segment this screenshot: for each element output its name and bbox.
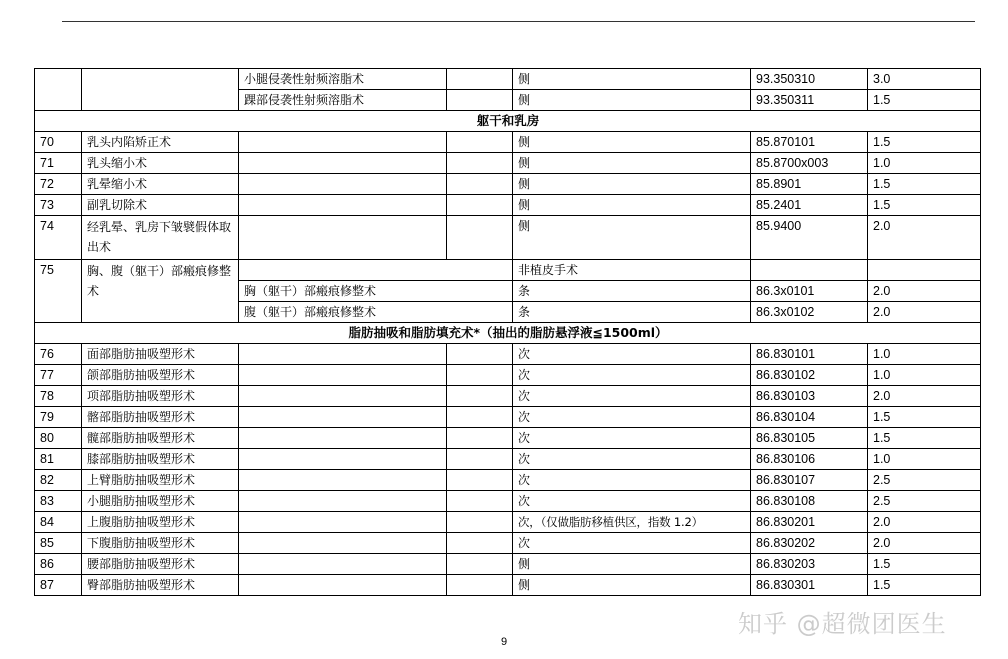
item-name-cell: 面部脂肪抽吸塑形术 [82, 344, 239, 365]
item-number-cell: 83 [35, 491, 82, 512]
code-cell [751, 260, 868, 281]
code-cell: 85.9400 [751, 216, 868, 260]
code-cell: 86.3x0101 [751, 281, 868, 302]
item-name-cell: 膝部脂肪抽吸塑形术 [82, 449, 239, 470]
item-number-cell: 84 [35, 512, 82, 533]
unit-cell: 条 [513, 302, 751, 323]
unit-cell: 次 [513, 491, 751, 512]
code-cell: 86.830103 [751, 386, 868, 407]
item-name-cell: 小腿脂肪抽吸塑形术 [82, 491, 239, 512]
item-number-cell: 76 [35, 344, 82, 365]
item-number-cell: 81 [35, 449, 82, 470]
unit-cell: 非植皮手术 [513, 260, 751, 281]
item-name-cell: 副乳切除术 [82, 195, 239, 216]
blank-cell [447, 90, 513, 111]
sub-item-cell [239, 365, 447, 386]
sub-item-cell [239, 132, 447, 153]
unit-cell: 次 [513, 365, 751, 386]
unit-cell: 侧 [513, 575, 751, 596]
table-row [35, 449, 981, 470]
table-row [35, 428, 981, 449]
code-cell: 86.830107 [751, 470, 868, 491]
table-row [35, 344, 981, 365]
unit-cell: 侧 [513, 195, 751, 216]
item-name-cell: 髋部脂肪抽吸塑形术 [82, 428, 239, 449]
index-cell: 2.5 [868, 470, 981, 491]
unit-cell: 次 [513, 428, 751, 449]
table-row [35, 132, 981, 153]
sub-item-cell [239, 260, 513, 281]
index-cell: 1.5 [868, 428, 981, 449]
item-number-cell: 87 [35, 575, 82, 596]
sub-item-cell: 腹（躯干）部瘢痕修整术 [239, 302, 513, 323]
blank-cell [447, 407, 513, 428]
blank-cell [447, 174, 513, 195]
sub-item-cell [239, 407, 447, 428]
sub-item-cell [239, 575, 447, 596]
index-cell: 1.0 [868, 449, 981, 470]
index-cell: 1.5 [868, 90, 981, 111]
blank-cell [447, 491, 513, 512]
code-cell: 85.8901 [751, 174, 868, 195]
table-row [35, 491, 981, 512]
section-header-row [35, 323, 981, 344]
unit-cell: 侧 [513, 174, 751, 195]
code-cell: 86.830202 [751, 533, 868, 554]
item-number-cell: 74 [35, 216, 82, 260]
blank-cell [447, 365, 513, 386]
table-row [35, 174, 981, 195]
sub-item-cell [239, 554, 447, 575]
table-row [35, 153, 981, 174]
table-row [35, 216, 981, 260]
code-cell: 86.3x0102 [751, 302, 868, 323]
index-cell [868, 260, 981, 281]
table-row [35, 260, 981, 281]
unit-cell: 侧 [513, 69, 751, 90]
unit-cell: 次，（仅做脂肪移植供区，指数 1.2） [513, 512, 751, 533]
item-name-cell: 臀部脂肪抽吸塑形术 [82, 575, 239, 596]
index-cell: 2.0 [868, 302, 981, 323]
index-cell: 2.5 [868, 491, 981, 512]
blank-cell [447, 69, 513, 90]
item-number-cell: 85 [35, 533, 82, 554]
sub-item-cell [239, 153, 447, 174]
index-cell: 3.0 [868, 69, 981, 90]
index-cell: 1.0 [868, 365, 981, 386]
code-cell: 93.350310 [751, 69, 868, 90]
item-number-cell: 82 [35, 470, 82, 491]
section-title: 脂肪抽吸和脂肪填充术*（抽出的脂肪悬浮液≦1500ml） [35, 323, 981, 344]
code-cell: 86.830201 [751, 512, 868, 533]
item-name-cell: 腰部脂肪抽吸塑形术 [82, 554, 239, 575]
table-row [35, 69, 981, 90]
sub-item-cell [239, 491, 447, 512]
blank-cell [447, 428, 513, 449]
sub-item-cell [239, 512, 447, 533]
item-number-cell: 78 [35, 386, 82, 407]
unit-cell: 侧 [513, 554, 751, 575]
blank-cell [447, 195, 513, 216]
table-row [35, 365, 981, 386]
blank-cell [447, 575, 513, 596]
unit-cell: 次 [513, 470, 751, 491]
table-row [35, 554, 981, 575]
table-row [35, 470, 981, 491]
item-number-cell: 71 [35, 153, 82, 174]
item-name-cell: 胸、腹（躯干）部瘢痕修整术 [82, 260, 239, 323]
blank-cell [447, 512, 513, 533]
fee-table [34, 68, 981, 596]
item-number-cell: 86 [35, 554, 82, 575]
unit-cell: 侧 [513, 216, 751, 260]
index-cell: 1.5 [868, 554, 981, 575]
code-cell: 86.830301 [751, 575, 868, 596]
blank-cell [447, 132, 513, 153]
item-name-cell: 乳头缩小术 [82, 153, 239, 174]
table-row [35, 386, 981, 407]
code-cell: 86.830106 [751, 449, 868, 470]
sub-item-cell [239, 174, 447, 195]
index-cell: 1.0 [868, 153, 981, 174]
index-cell: 2.0 [868, 533, 981, 554]
index-cell: 2.0 [868, 216, 981, 260]
unit-cell: 侧 [513, 90, 751, 111]
blank-cell [447, 153, 513, 174]
sub-item-cell [239, 344, 447, 365]
sub-item-cell: 小腿侵袭性射频溶脂术 [239, 69, 447, 90]
item-number-cell [35, 69, 82, 111]
unit-cell: 次 [513, 407, 751, 428]
unit-cell: 次 [513, 344, 751, 365]
code-cell: 85.2401 [751, 195, 868, 216]
sub-item-cell [239, 386, 447, 407]
code-cell: 86.830104 [751, 407, 868, 428]
index-cell: 2.0 [868, 386, 981, 407]
index-cell: 1.0 [868, 344, 981, 365]
sub-item-cell [239, 428, 447, 449]
page-number: 9 [500, 636, 508, 648]
item-name-cell: 颌部脂肪抽吸塑形术 [82, 365, 239, 386]
sub-item-cell [239, 216, 447, 260]
table-row [35, 575, 981, 596]
watermark: 知乎 @超微团医生 [738, 610, 947, 638]
table-row [35, 533, 981, 554]
item-number-cell: 75 [35, 260, 82, 323]
unit-cell: 条 [513, 281, 751, 302]
item-name-cell: 乳头内陷矫正术 [82, 132, 239, 153]
item-name-cell: 下腹脂肪抽吸塑形术 [82, 533, 239, 554]
sub-item-cell [239, 449, 447, 470]
item-name-cell: 项部脂肪抽吸塑形术 [82, 386, 239, 407]
index-cell: 2.0 [868, 512, 981, 533]
index-cell: 2.0 [868, 281, 981, 302]
sub-item-cell [239, 470, 447, 491]
item-number-cell: 77 [35, 365, 82, 386]
table-row [35, 407, 981, 428]
code-cell: 86.830108 [751, 491, 868, 512]
index-cell: 1.5 [868, 174, 981, 195]
blank-cell [447, 554, 513, 575]
blank-cell [447, 449, 513, 470]
code-cell: 86.830102 [751, 365, 868, 386]
sub-item-cell: 踝部侵袭性射频溶脂术 [239, 90, 447, 111]
index-cell: 1.5 [868, 575, 981, 596]
code-cell: 85.870101 [751, 132, 868, 153]
item-name-cell: 经乳晕、乳房下皱襞假体取出术 [82, 216, 239, 260]
item-name-cell: 乳晕缩小术 [82, 174, 239, 195]
sub-item-cell [239, 195, 447, 216]
code-cell: 86.830105 [751, 428, 868, 449]
code-cell: 85.8700x003 [751, 153, 868, 174]
blank-cell [447, 216, 513, 260]
item-name-cell: 上腹脂肪抽吸塑形术 [82, 512, 239, 533]
index-cell: 1.5 [868, 407, 981, 428]
item-number-cell: 80 [35, 428, 82, 449]
unit-cell: 侧 [513, 132, 751, 153]
unit-cell: 次 [513, 449, 751, 470]
blank-cell [447, 344, 513, 365]
header-rule [62, 21, 975, 22]
section-header-row [35, 111, 981, 132]
code-cell: 86.830203 [751, 554, 868, 575]
section-title: 躯干和乳房 [35, 111, 981, 132]
item-number-cell: 72 [35, 174, 82, 195]
index-cell: 1.5 [868, 195, 981, 216]
sub-item-cell [239, 533, 447, 554]
sub-item-cell: 胸（躯干）部瘢痕修整术 [239, 281, 513, 302]
unit-cell: 次 [513, 533, 751, 554]
table-row [35, 195, 981, 216]
item-number-cell: 73 [35, 195, 82, 216]
item-name-cell: 上臂脂肪抽吸塑形术 [82, 470, 239, 491]
blank-cell [447, 470, 513, 491]
item-name-cell: 髂部脂肪抽吸塑形术 [82, 407, 239, 428]
item-number-cell: 70 [35, 132, 82, 153]
code-cell: 86.830101 [751, 344, 868, 365]
unit-cell: 次 [513, 386, 751, 407]
unit-cell: 侧 [513, 153, 751, 174]
code-cell: 93.350311 [751, 90, 868, 111]
blank-cell [447, 386, 513, 407]
item-number-cell: 79 [35, 407, 82, 428]
blank-cell [447, 533, 513, 554]
index-cell: 1.5 [868, 132, 981, 153]
table-row [35, 512, 981, 533]
item-name-cell [82, 69, 239, 111]
